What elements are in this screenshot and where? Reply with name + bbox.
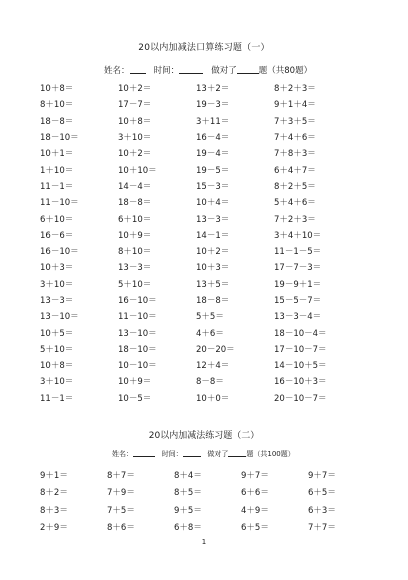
name-blank[interactable] bbox=[130, 65, 146, 74]
section1-problem-grid bbox=[40, 80, 352, 406]
problem-item: 6＋4＋7＝ bbox=[274, 165, 316, 176]
problem-item: 6＋6＝ bbox=[241, 488, 269, 499]
problem-item: 14－1＝ bbox=[196, 230, 230, 241]
problem-item: 19－5＝ bbox=[196, 165, 230, 176]
problem-item: 8＋2＝ bbox=[40, 488, 68, 499]
problem-item: 8＋7＝ bbox=[107, 470, 135, 481]
problem-item: 5＋5＝ bbox=[196, 312, 224, 323]
problem-item: 6＋10＝ bbox=[40, 214, 74, 225]
problem-item: 17－7＝ bbox=[118, 100, 152, 111]
problem-item: 5＋10＝ bbox=[118, 279, 152, 290]
problem-item: 16－10＋3＝ bbox=[274, 377, 327, 388]
problem-item: 18－8＝ bbox=[40, 116, 74, 127]
page-number: 1 bbox=[201, 538, 207, 546]
correct-blank[interactable] bbox=[237, 65, 259, 74]
problem-item: 10＋3＝ bbox=[40, 263, 74, 274]
problem-item: 13＋2＝ bbox=[196, 84, 230, 95]
problem-item: 18－10－4＝ bbox=[274, 328, 327, 339]
problem-item: 7＋7＝ bbox=[308, 523, 336, 534]
problem-item: 18－10＝ bbox=[40, 133, 79, 144]
problem-item: 8＋6＝ bbox=[107, 523, 135, 534]
problem-item: 6＋8＝ bbox=[174, 523, 202, 534]
problem-item: 1＋10＝ bbox=[40, 165, 74, 176]
name-label: 姓名： bbox=[112, 450, 133, 458]
problem-item: 11－1－5＝ bbox=[274, 247, 322, 258]
problem-item: 8＋10＝ bbox=[118, 247, 152, 258]
problem-item: 20－10－7＝ bbox=[274, 393, 327, 404]
problem-item: 18－10＝ bbox=[118, 344, 157, 355]
problem-item: 11－10＝ bbox=[118, 312, 157, 323]
problem-item: 11－1＝ bbox=[40, 181, 74, 192]
problem-item: 9＋7＝ bbox=[241, 470, 269, 481]
problem-item: 6＋5＝ bbox=[241, 523, 269, 534]
time-blank[interactable] bbox=[179, 65, 203, 74]
section2-title: 20以内加减法练习题（二） bbox=[148, 431, 260, 441]
problem-item: 10＋8＝ bbox=[118, 116, 152, 127]
problem-item: 14－10＋5＝ bbox=[274, 361, 327, 372]
time-blank[interactable] bbox=[183, 449, 201, 457]
problem-item: 2＋9＝ bbox=[40, 523, 68, 534]
problem-item: 17－7－3＝ bbox=[274, 263, 322, 274]
problem-item: 10＋9＝ bbox=[118, 230, 152, 241]
problem-item: 10－10＝ bbox=[118, 361, 157, 372]
problem-item: 7＋2＋3＝ bbox=[274, 214, 316, 225]
problem-item: 10＋3＝ bbox=[196, 263, 230, 274]
problem-item: 7＋4＋6＝ bbox=[274, 133, 316, 144]
problem-item: 7＋5＝ bbox=[107, 505, 135, 516]
problem-item: 8＋2＋3＝ bbox=[274, 84, 316, 95]
name-blank[interactable] bbox=[133, 449, 155, 457]
problem-item: 16－6＝ bbox=[40, 230, 74, 241]
problem-item: 15－5－7＝ bbox=[274, 296, 322, 306]
problem-item: 13＋5＝ bbox=[196, 279, 230, 290]
problem-item: 15－3＝ bbox=[196, 181, 230, 192]
problem-item: 11－10＝ bbox=[40, 198, 79, 209]
problem-item: 10＋4＝ bbox=[196, 198, 230, 209]
problem-item: 12＋4＝ bbox=[196, 361, 230, 372]
section2-problem-grid bbox=[40, 466, 375, 536]
problem-item: 13－3－4＝ bbox=[274, 312, 322, 323]
total-label: 题（共80题） bbox=[258, 66, 313, 76]
problem-item: 7＋9＝ bbox=[107, 488, 135, 499]
problem-item: 9＋5＝ bbox=[174, 505, 202, 516]
problem-item: 10＋10＝ bbox=[118, 165, 157, 176]
problem-item: 10＋9＝ bbox=[118, 377, 152, 388]
problem-item: 14－4＝ bbox=[118, 181, 152, 192]
problem-item: 10＋2＝ bbox=[118, 84, 152, 95]
problem-item: 10＋1＝ bbox=[40, 149, 74, 160]
problem-item: 18－8＝ bbox=[118, 198, 152, 209]
problem-item: 4＋6＝ bbox=[196, 328, 224, 339]
problem-item: 16－4＝ bbox=[196, 133, 230, 144]
problem-item: 7＋3＋5＝ bbox=[274, 116, 316, 127]
section1-title: 20以内加减法口算练习题（一） bbox=[138, 43, 270, 53]
problem-item: 8＋5＝ bbox=[174, 488, 202, 499]
problem-item: 11－1＝ bbox=[40, 393, 74, 404]
problem-item: 19－4＝ bbox=[196, 149, 230, 160]
problem-item: 4＋9＝ bbox=[241, 505, 269, 516]
problem-item: 10＋8＝ bbox=[40, 84, 74, 95]
problem-item: 10＋8＝ bbox=[40, 361, 74, 372]
problem-item: 10＋2＝ bbox=[118, 149, 152, 160]
time-label: 时间： bbox=[153, 66, 180, 76]
problem-item: 3＋11＝ bbox=[196, 116, 230, 127]
problem-item: 19－3＝ bbox=[196, 100, 230, 111]
problem-item: 5＋10＝ bbox=[40, 344, 74, 355]
problem-item: 10＋0＝ bbox=[196, 393, 230, 404]
problem-item: 8＋2＋5＝ bbox=[274, 181, 316, 192]
problem-item: 3＋10＝ bbox=[40, 279, 74, 290]
problem-item: 9＋1＝ bbox=[40, 470, 68, 481]
problem-item: 13－3＝ bbox=[118, 263, 152, 274]
problem-item: 8－8＝ bbox=[196, 377, 224, 388]
problem-item: 9＋7＝ bbox=[308, 470, 336, 481]
problem-item: 10＋2＝ bbox=[196, 247, 230, 258]
problem-item: 10＋5＝ bbox=[40, 328, 74, 339]
section1-info-line bbox=[104, 64, 312, 76]
problem-item: 5＋4＋6＝ bbox=[274, 198, 316, 209]
time-label: 时间： bbox=[161, 450, 183, 458]
problem-item: 6＋5＝ bbox=[308, 488, 336, 499]
problem-item: 13－10＝ bbox=[118, 328, 157, 339]
problem-item: 6＋3＝ bbox=[308, 505, 336, 516]
problem-item: 16－10＝ bbox=[40, 247, 79, 258]
total-label: 题（共100题） bbox=[246, 450, 295, 458]
problem-item: 6＋10＝ bbox=[118, 214, 152, 225]
problem-item: 3＋10＝ bbox=[118, 133, 152, 144]
problem-item: 13－3＝ bbox=[40, 296, 74, 306]
problem-item: 10－5＝ bbox=[118, 393, 152, 404]
problem-item: 7＋8＋3＝ bbox=[274, 149, 316, 160]
problem-item: 9＋1＋4＝ bbox=[274, 100, 316, 111]
problem-item: 16－10＝ bbox=[118, 296, 157, 306]
problem-item: 3＋10＝ bbox=[40, 377, 74, 388]
problem-item: 13－10＝ bbox=[40, 312, 79, 323]
correct-blank[interactable] bbox=[228, 449, 246, 457]
problem-item: 13－3＝ bbox=[196, 214, 230, 225]
correct-label: 做对了 bbox=[207, 450, 229, 458]
section2-info-line bbox=[112, 449, 295, 459]
problem-item: 19－9＋1＝ bbox=[274, 279, 322, 290]
problem-item: 17－10－7＝ bbox=[274, 344, 327, 355]
name-label: 姓名： bbox=[104, 66, 130, 76]
problem-item: 8＋10＝ bbox=[40, 100, 74, 111]
problem-item: 18－8＝ bbox=[196, 296, 230, 306]
problem-item: 8＋4＝ bbox=[174, 470, 202, 481]
problem-item: 20－20＝ bbox=[196, 344, 235, 355]
correct-label: 做对了 bbox=[211, 66, 237, 76]
problem-item: 8＋3＝ bbox=[40, 505, 68, 516]
problem-item: 3＋4＋10＝ bbox=[274, 230, 322, 241]
